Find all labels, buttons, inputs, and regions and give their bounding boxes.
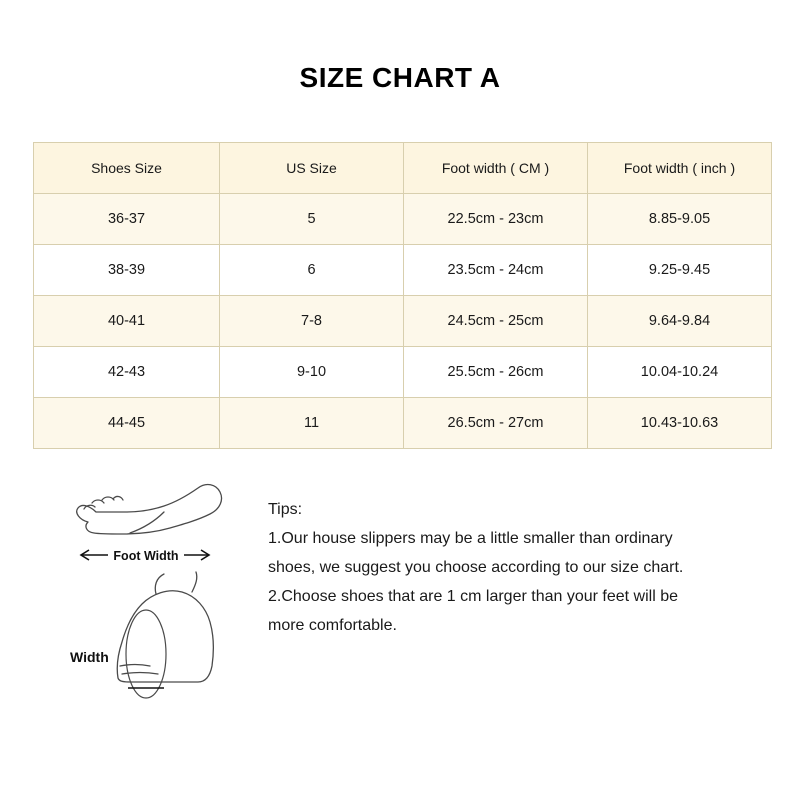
cell-us-size: 6 [220,245,404,296]
column-header-us-size: US Size [220,143,404,194]
size-chart-table [33,142,772,449]
table-body [34,194,772,449]
table-row [34,194,772,245]
column-header-foot-width-cm: Foot width ( CM ) [404,143,588,194]
width-label: Width [70,649,109,665]
cell-shoes-size: 38-39 [34,245,220,296]
page-title: SIZE CHART A [299,62,501,93]
cell-width-inch: 9.64-9.84 [588,296,772,347]
tips-line-3: 2.Choose shoes that are 1 cm larger than your feet will be [268,588,678,605]
table-row [34,245,772,296]
table-header-row [34,143,772,194]
cell-width-cm: 25.5cm - 26cm [404,347,588,398]
cell-us-size: 11 [220,398,404,449]
foot-top-view-diagram [60,470,260,585]
table-row [34,296,772,347]
table-row [34,347,772,398]
cell-width-cm: 24.5cm - 25cm [404,296,588,347]
column-header-shoes-size: Shoes Size [34,143,220,194]
cell-width-cm: 26.5cm - 27cm [404,398,588,449]
tips-block [268,495,768,640]
column-header-foot-width-inch: Foot width ( inch ) [588,143,772,194]
cell-width-cm: 23.5cm - 24cm [404,245,588,296]
tips-line-4: more comfortable. [268,617,397,634]
cell-width-inch: 9.25-9.45 [588,245,772,296]
cell-shoes-size: 44-45 [34,398,220,449]
cell-shoes-size: 40-41 [34,296,220,347]
cell-width-inch: 10.43-10.63 [588,398,772,449]
cell-width-inch: 10.04-10.24 [588,347,772,398]
table-header [34,143,772,194]
cell-us-size: 5 [220,194,404,245]
cell-shoes-size: 36-37 [34,194,220,245]
foot-side-view-diagram [60,570,270,705]
tips-heading: Tips: [268,501,303,518]
tips-line-2: shoes, we suggest you choose according to our size chart. [268,559,684,576]
cell-width-cm: 22.5cm - 23cm [404,194,588,245]
table-row [34,398,772,449]
cell-us-size: 7-8 [220,296,404,347]
tips-line-1: 1.Our house slippers may be a little smaller than ordinary [268,530,673,547]
cell-us-size: 9-10 [220,347,404,398]
cell-shoes-size: 42-43 [34,347,220,398]
foot-width-label: Foot Width [113,549,179,563]
cell-width-inch: 8.85-9.05 [588,194,772,245]
